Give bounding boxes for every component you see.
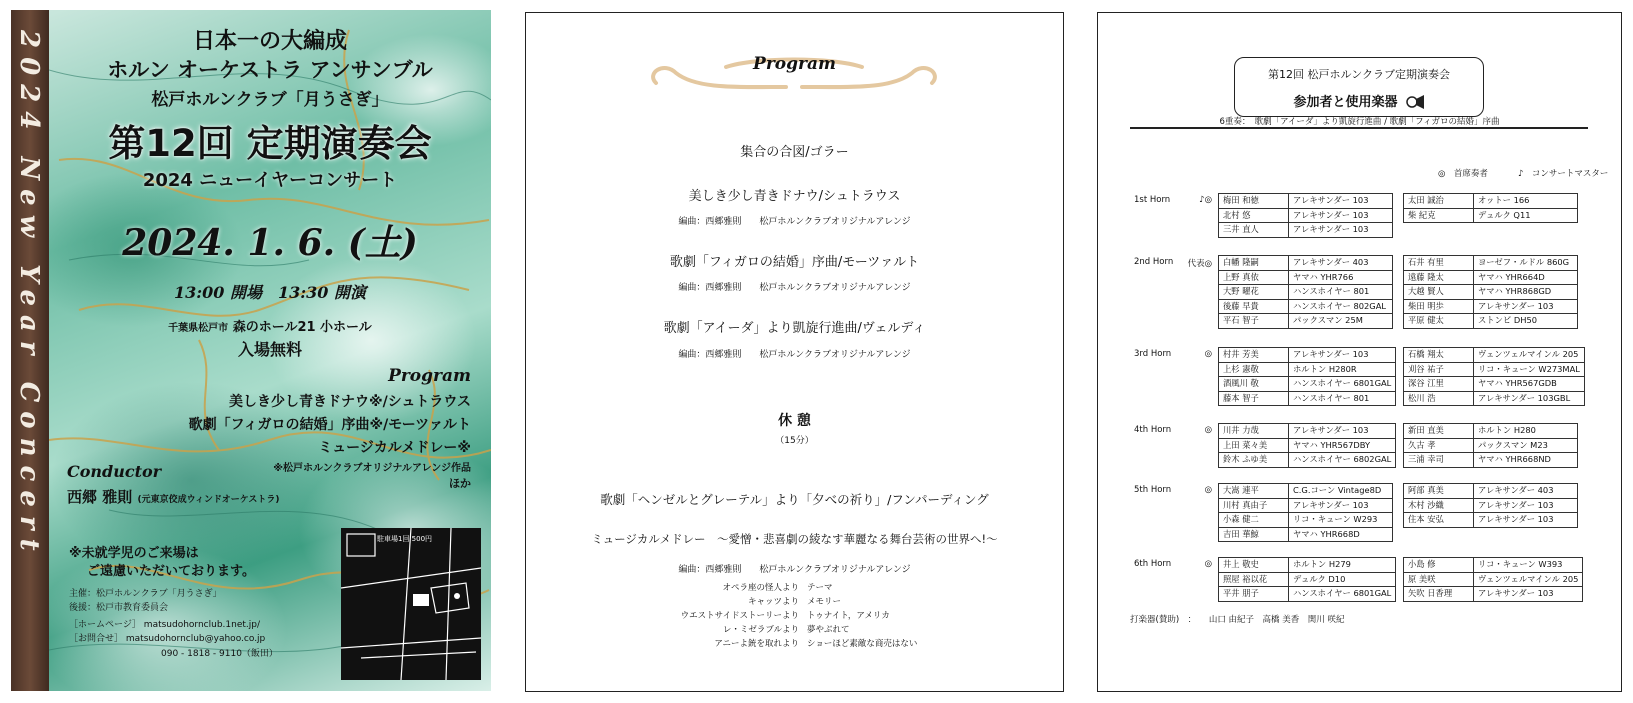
member-name: 白幡 隆嗣 — [1219, 256, 1289, 271]
member-name: 上野 真依 — [1219, 270, 1289, 285]
member-instrument: ヤマハ YHR668D — [1289, 527, 1393, 542]
program-item-arranger: 編曲：西郷雅則 松戸ホルンクラブオリジナルアレンジ — [678, 283, 911, 293]
member-name: 村井 芳美 — [1219, 348, 1289, 363]
member-instrument: ヤマハ YHR668ND — [1474, 453, 1578, 468]
member-name: 松川 浩 — [1404, 391, 1474, 406]
member-table — [1403, 557, 1583, 602]
poster-conductor-affiliation: (元東京佼成ウィンドオーケストラ) — [137, 495, 280, 505]
members-title: 第12回 松戸ホルンクラブ定期演奏会 — [1268, 68, 1450, 81]
poster-supporter: 後援：松戸市教育委員会 — [69, 603, 169, 613]
member-name: 阿部 真美 — [1404, 484, 1474, 499]
member-row — [1404, 377, 1585, 392]
program-page — [525, 12, 1064, 692]
member-table — [1403, 193, 1578, 223]
member-row — [1219, 453, 1396, 468]
member-name: 三浦 幸司 — [1404, 453, 1474, 468]
member-name: 平原 健太 — [1404, 314, 1474, 329]
medley-source: オペラ座の怪人より — [722, 583, 799, 593]
member-name: 照屋 裕以花 — [1219, 572, 1289, 587]
medley-song: 夢やぶれて — [807, 625, 850, 635]
member-row — [1404, 348, 1585, 363]
member-row — [1219, 527, 1393, 542]
member-table — [1403, 423, 1578, 468]
member-instrument: リコ・キューン W393 — [1474, 558, 1583, 573]
member-name: 深谷 江里 — [1404, 377, 1474, 392]
medley-song: テーマ — [807, 583, 833, 593]
section-mark: ◎ — [1204, 349, 1212, 359]
member-instrument: パックスマン 25M — [1289, 314, 1393, 329]
member-row — [1219, 572, 1396, 587]
section-label: 3rd Horn — [1134, 349, 1172, 359]
poster-program-etc: ほか — [449, 477, 471, 490]
program-item-arranger: 編曲：西郷雅則 松戸ホルンクラブオリジナルアレンジ — [678, 217, 911, 227]
member-row — [1219, 362, 1396, 377]
poster-contact-label: ［お問合せ］ — [69, 634, 124, 644]
member-row — [1219, 348, 1396, 363]
member-row — [1404, 513, 1578, 528]
member-row — [1404, 208, 1578, 223]
poster-organizer: 主催：松戸ホルンクラブ「月うさぎ」 — [69, 589, 222, 599]
member-row — [1219, 484, 1393, 499]
members-songs-line: 6重奏： 歌劇「アイーダ」より凱旋行進曲 / 歌劇「フィガロの結婚」序曲 — [1219, 117, 1500, 127]
section-mark: ◎ — [1204, 559, 1212, 569]
poster-children-note: ※未就学児のご来場は — [69, 546, 199, 561]
member-name: 刈谷 祐子 — [1404, 362, 1474, 377]
members-title-rule — [1130, 127, 1588, 129]
member-instrument: アレキサンダー 103 — [1474, 587, 1583, 602]
member-instrument: リコ・キューン W273MAL — [1474, 362, 1585, 377]
member-row — [1404, 391, 1585, 406]
member-row — [1219, 314, 1393, 329]
member-name: 大越 賢人 — [1404, 285, 1474, 300]
member-instrument: アレキサンダー 103 — [1289, 223, 1393, 238]
poster-conductor-name: 西郷 雅則 — [67, 488, 133, 506]
member-name: 川井 力哉 — [1219, 424, 1289, 439]
member-name: 大野 曜花 — [1219, 285, 1289, 300]
program-heading: Program — [753, 54, 836, 74]
member-name: 柴 紀克 — [1404, 208, 1474, 223]
medley-song: トゥナイト，アメリカ — [807, 611, 890, 621]
member-instrument: アレキサンダー 403 — [1289, 256, 1393, 271]
percussion-label: 打楽器(賛助) ： — [1130, 615, 1197, 625]
member-name: 大嵩 連平 — [1219, 484, 1289, 499]
member-name: 原 美咲 — [1404, 572, 1474, 587]
poster-line2: ホルン オーケストラ アンサンブル — [107, 58, 433, 82]
member-instrument: アレキサンダー 103 — [1474, 513, 1578, 528]
medley-source: ウエストサイドストーリーより — [680, 611, 799, 621]
member-instrument: アレキサンダー 103 — [1289, 424, 1396, 439]
member-name: 太田 誠治 — [1404, 194, 1474, 209]
member-instrument: アレキサンダー 103 — [1289, 194, 1393, 209]
program-item-title: 美しき少し青きドナウ/シュトラウス — [688, 189, 901, 204]
member-row — [1219, 285, 1393, 300]
poster-program-note: ※松戸ホルンクラブオリジナルアレンジ作品 — [273, 463, 471, 474]
program-item-title: ミュージカルメドレー ～愛憎・悲喜劇の綾なす華麗なる舞台芸術の世界へ!～ — [591, 532, 998, 546]
member-row — [1404, 484, 1578, 499]
member-table — [1403, 483, 1578, 528]
member-name: 住本 安弘 — [1404, 513, 1474, 528]
member-name: 川村 真由子 — [1219, 498, 1289, 513]
member-row — [1219, 208, 1393, 223]
concert-poster — [11, 10, 491, 691]
member-instrument: ホルトン H279 — [1289, 558, 1396, 573]
poster-homepage-label: ［ホームページ］ — [69, 620, 141, 630]
poster-program-item: 美しき少し青きドナウ※/シュトラウス — [228, 394, 471, 410]
member-row — [1404, 270, 1578, 285]
poster-email-link[interactable]: matsudohornclub@yahoo.co.jp — [125, 634, 266, 644]
member-row — [1219, 513, 1393, 528]
member-instrument: パックスマン M23 — [1474, 438, 1578, 453]
vertical-banner-text: 2024 New Year Concert — [14, 30, 44, 560]
medley-song: メモリー — [807, 597, 842, 607]
member-row — [1404, 362, 1585, 377]
section-label: 5th Horn — [1134, 485, 1172, 495]
program-item-arranger: 編曲：西郷雅則 松戸ホルンクラブオリジナルアレンジ — [678, 565, 911, 575]
poster-conductor-label: Conductor — [67, 462, 162, 481]
poster-title: 第12回 定期演奏会 — [108, 122, 432, 165]
member-name: 後藤 早貴 — [1219, 299, 1289, 314]
poster-venue: 森のホール21 小ホール — [232, 320, 372, 335]
poster-subtitle: 2024 ニューイヤーコンサート — [142, 170, 398, 191]
member-instrument: ハンスホイヤー 6801GAL — [1289, 587, 1396, 602]
medley-source: アニーよ銃を取れより — [714, 639, 799, 649]
member-instrument: ヤマハ YHR567GDB — [1474, 377, 1585, 392]
member-instrument: ヴェンツェルマインル 205 — [1474, 572, 1583, 587]
member-row — [1219, 256, 1393, 271]
member-row — [1404, 438, 1578, 453]
poster-line3: 松戸ホルンクラブ「月うさぎ」 — [151, 90, 389, 110]
medley-song: ショーほど素敵な商売はない — [807, 639, 918, 649]
member-table — [1218, 347, 1396, 406]
poster-admission: 入場無料 — [237, 340, 302, 359]
member-row — [1404, 299, 1578, 314]
member-name: 小島 修 — [1404, 558, 1474, 573]
member-name: 木村 沙織 — [1404, 498, 1474, 513]
member-row — [1219, 377, 1396, 392]
member-row — [1404, 424, 1578, 439]
section-mark: ◎ — [1204, 425, 1212, 435]
member-instrument: オットー 166 — [1474, 194, 1578, 209]
member-row — [1404, 453, 1578, 468]
section-mark: ♪◎ — [1199, 195, 1212, 205]
member-instrument: ヤマハ YHR567DBY — [1289, 438, 1396, 453]
member-instrument: ヨーゼフ・ルドル 860G — [1474, 256, 1578, 271]
member-instrument: ヤマハ YHR766 — [1289, 270, 1393, 285]
member-instrument: デュルク D10 — [1289, 572, 1396, 587]
member-row — [1219, 438, 1396, 453]
members-title-box — [1234, 57, 1484, 117]
legend-first-chair: ◎ 首席奏者 — [1438, 169, 1488, 179]
member-instrument: ホルトン H280 — [1474, 424, 1578, 439]
member-instrument: ハンスホイヤー 801 — [1289, 285, 1393, 300]
member-instrument: アレキサンダー 103 — [1289, 208, 1393, 223]
member-name: 平石 智子 — [1219, 314, 1289, 329]
member-row — [1404, 256, 1578, 271]
member-name: 酒風川 敬 — [1219, 377, 1289, 392]
member-name: 矢吹 日香理 — [1404, 587, 1474, 602]
member-name: 上田 菜々美 — [1219, 438, 1289, 453]
member-name: 北村 悠 — [1219, 208, 1289, 223]
member-row — [1219, 391, 1396, 406]
member-name: 三井 直人 — [1219, 223, 1289, 238]
poster-venue-city: 千葉県松戸市 — [168, 323, 229, 334]
member-instrument: アレキサンダー 403 — [1474, 484, 1578, 499]
member-instrument: C.G.コーン Vintage8D — [1289, 484, 1393, 499]
program-item-arranger: 編曲：西郷雅則 松戸ホルンクラブオリジナルアレンジ — [678, 350, 911, 360]
member-row — [1404, 498, 1578, 513]
member-name: 鈴木 ふゆ美 — [1219, 453, 1289, 468]
member-table — [1403, 255, 1578, 329]
member-row — [1219, 558, 1396, 573]
medley-source: キャッツより — [747, 597, 799, 607]
intermission-length: （15分） — [775, 436, 814, 446]
section-label: 2nd Horn — [1134, 257, 1174, 267]
member-name: 吉田 華鯨 — [1219, 527, 1289, 542]
member-table — [1218, 255, 1393, 329]
member-table — [1218, 483, 1393, 542]
intermission: 休 憩 — [778, 413, 811, 429]
percussion-names: 山口 由紀子 高橋 美香 関川 咲紀 — [1208, 615, 1345, 625]
member-instrument: ストンビ DH50 — [1474, 314, 1578, 329]
member-table — [1218, 423, 1396, 468]
legend-concertmaster: ♪ コンサートマスター — [1518, 169, 1609, 179]
section-mark: ◎ — [1204, 485, 1212, 495]
member-name: 柴田 明歩 — [1404, 299, 1474, 314]
member-instrument: リコ・キューン W293 — [1289, 513, 1393, 528]
member-row — [1219, 194, 1393, 209]
member-name: 梅田 和徳 — [1219, 194, 1289, 209]
member-name: 石井 有里 — [1404, 256, 1474, 271]
program-item-title: 集合の合図/ゴラー — [740, 145, 849, 160]
member-instrument: ヤマハ YHR868GD — [1474, 285, 1578, 300]
member-instrument: デュルク Q11 — [1474, 208, 1578, 223]
member-row — [1404, 194, 1578, 209]
member-name: 上杉 憲敬 — [1219, 362, 1289, 377]
program-item-title: 歌劇「ヘンゼルとグレーテル」より「夕べの祈り」/フンパーディング — [600, 492, 989, 507]
member-instrument: アレキサンダー 103 — [1289, 498, 1393, 513]
member-instrument: アレキサンダー 103 — [1474, 498, 1578, 513]
member-name: 久古 孝 — [1404, 438, 1474, 453]
member-table — [1218, 193, 1393, 238]
poster-program-item: ミュージカルメドレー※ — [318, 440, 471, 456]
map-drawing — [341, 528, 481, 680]
poster-time: 13:00 開場 13:30 開演 — [173, 283, 367, 302]
poster-program-item: 歌劇「フィガロの結婚」序曲※/モーツァルト — [188, 417, 471, 433]
member-row — [1219, 424, 1396, 439]
members-subtitle: 参加者と使用楽器 — [1293, 95, 1398, 110]
member-instrument: ヤマハ YHR664D — [1474, 270, 1578, 285]
member-name: 新田 直美 — [1404, 424, 1474, 439]
member-name: 井上 敬史 — [1219, 558, 1289, 573]
member-instrument: ハンスホイヤー 6802GAL — [1289, 453, 1396, 468]
member-table — [1218, 557, 1396, 602]
poster-children-note: ご遠慮いただいております。 — [87, 564, 255, 579]
member-row — [1404, 314, 1578, 329]
member-instrument: ヴェンツェルマインル 205 — [1474, 348, 1585, 363]
member-row — [1404, 285, 1578, 300]
program-item-title: 歌劇「フィガロの結婚」序曲/モーツァルト — [669, 255, 920, 270]
member-name: 遠藤 隆太 — [1404, 270, 1474, 285]
section-label: 6th Horn — [1134, 559, 1172, 569]
member-instrument: アレキサンダー 103 — [1474, 299, 1578, 314]
member-name: 石橋 翔太 — [1404, 348, 1474, 363]
member-name: 小森 健二 — [1219, 513, 1289, 528]
member-instrument: ハンスホイヤー 802GAL — [1289, 299, 1393, 314]
member-row — [1219, 299, 1393, 314]
poster-program-heading: Program — [388, 366, 471, 386]
map-parking-note: 駐車場1回 500円 — [377, 535, 433, 543]
medley-source: レ・ミゼラブルより — [722, 625, 799, 635]
members-page — [1097, 12, 1622, 692]
poster-homepage-link[interactable]: matsudohornclub.1net.jp/ — [143, 620, 261, 630]
member-row — [1219, 223, 1393, 238]
member-row — [1404, 558, 1583, 573]
section-mark: 代表◎ — [1187, 259, 1212, 269]
member-name: 平井 朋子 — [1219, 587, 1289, 602]
member-table — [1403, 347, 1585, 406]
member-instrument: ハンスホイヤー 801 — [1289, 391, 1396, 406]
member-row — [1219, 587, 1396, 602]
member-name: 藤本 智子 — [1219, 391, 1289, 406]
member-instrument: ハンスホイヤー 6801GAL — [1289, 377, 1396, 392]
member-row — [1404, 572, 1583, 587]
horn-icon — [1403, 94, 1425, 110]
poster-phone: 090 - 1818 - 9110（飯田） — [161, 649, 278, 659]
section-label: 4th Horn — [1134, 425, 1172, 435]
member-row — [1404, 587, 1583, 602]
poster-date: 2024. 1. 6. (土) — [122, 222, 418, 264]
member-instrument: ホルトン H280R — [1289, 362, 1396, 377]
access-map — [341, 528, 481, 680]
program-item-title: 歌劇「アイーダ」より凱旋行進曲/ヴェルディ — [663, 321, 926, 336]
member-instrument: アレキサンダー 103 — [1289, 348, 1396, 363]
member-row — [1219, 270, 1393, 285]
section-label: 1st Horn — [1134, 195, 1171, 205]
member-instrument: アレキサンダー 103GBL — [1474, 391, 1585, 406]
poster-line1: 日本一の大編成 — [192, 29, 347, 54]
member-row — [1219, 498, 1393, 513]
